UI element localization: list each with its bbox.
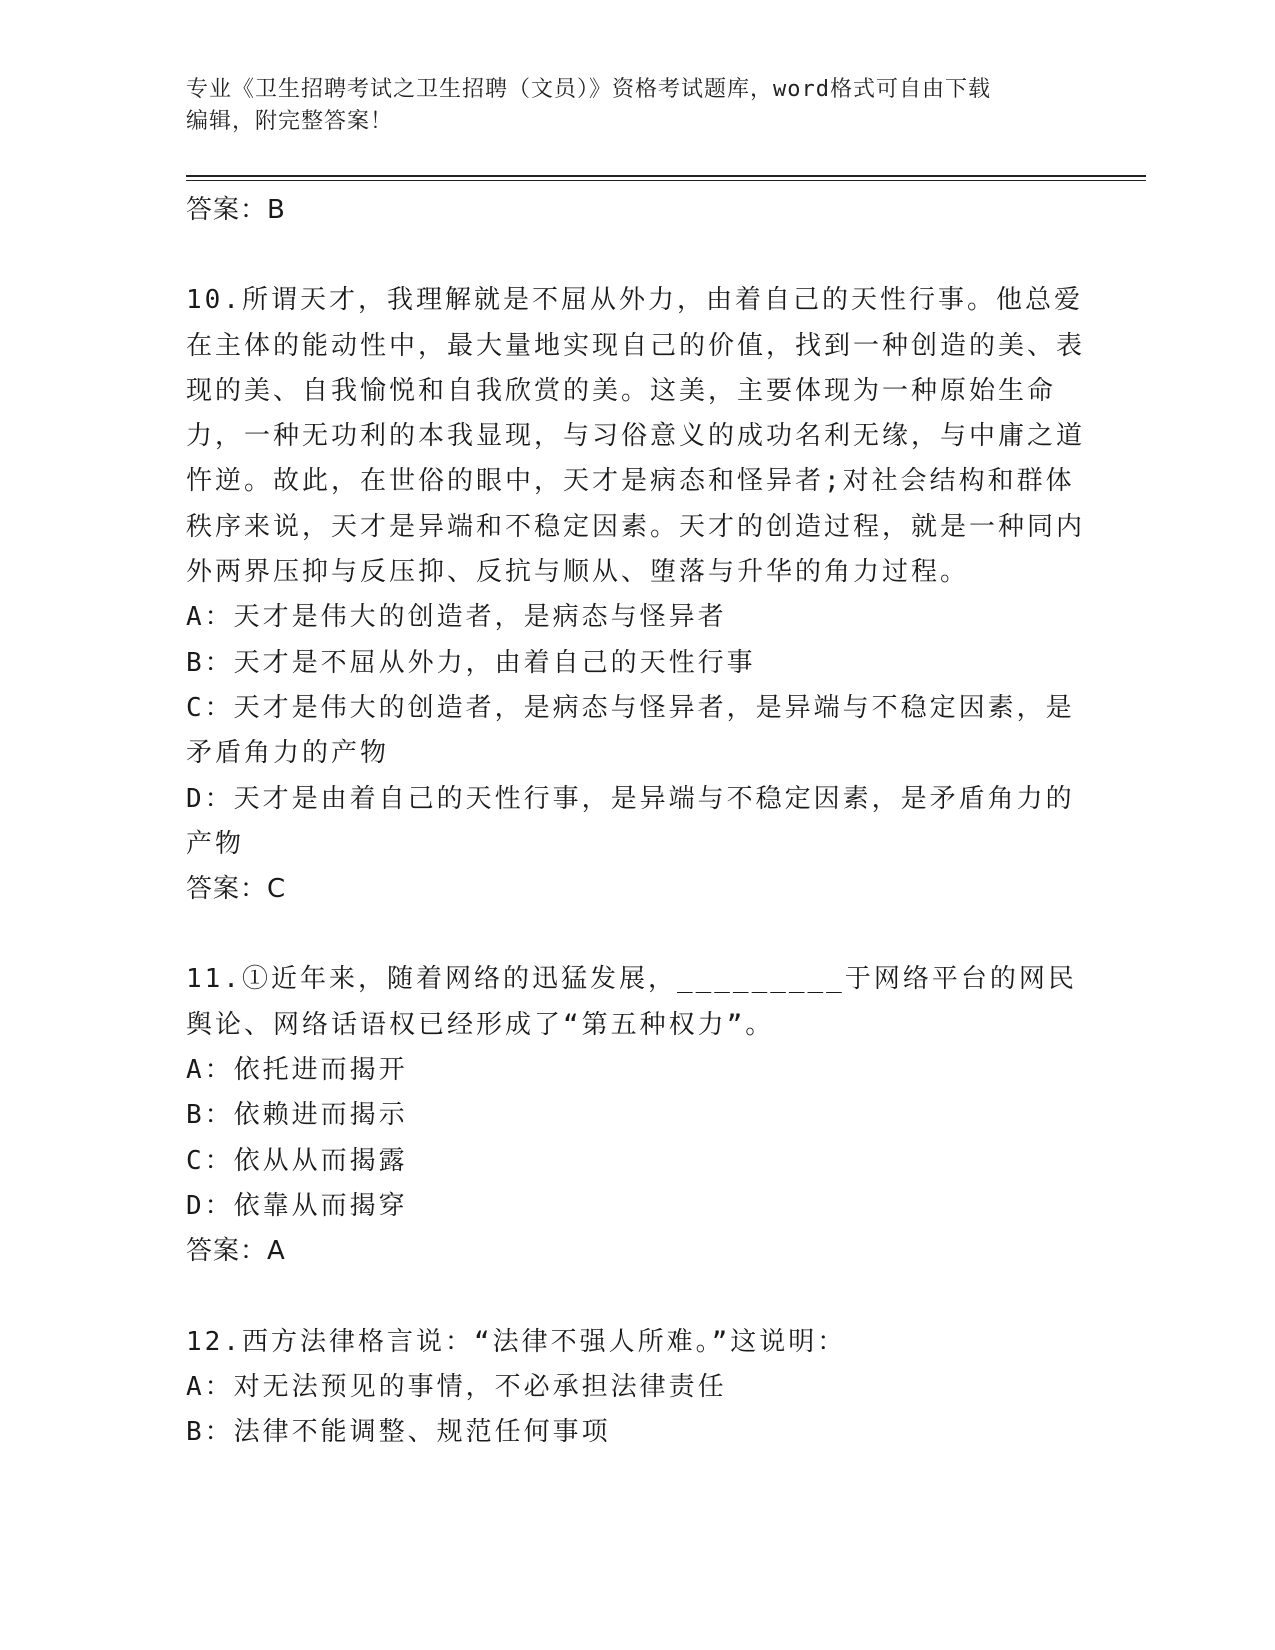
spacer xyxy=(186,1275,1086,1320)
question-stem: 12.西方法律格言说：“法律不强人所难。”这说明： xyxy=(186,1326,847,1357)
option-d: D：天才是由着自己的天性行事，是异端与不稳定因素，是矛盾角力的产物 xyxy=(186,783,1075,859)
question-10 xyxy=(186,278,1086,912)
spacer xyxy=(186,233,1086,278)
previous-answer: 答案：B xyxy=(186,195,286,225)
spacer xyxy=(186,912,1086,957)
question-11 xyxy=(186,957,1086,1274)
page-header xyxy=(186,74,1066,138)
header-line-2: 编辑，附完整答案！ xyxy=(186,109,394,134)
header-rule-thin xyxy=(186,180,1146,181)
option-a: A：天才是伟大的创造者，是病态与怪异者 xyxy=(186,602,727,633)
header-rule-thick xyxy=(186,175,1146,177)
option-b: B：依赖进而揭示 xyxy=(186,1100,408,1131)
question-stem: 10.所谓天才，我理解就是不屈从外力，由着自己的天性行事。他总爱在主体的能动性中，最大量地实现自己的价值，找到一种创造的美、表现的美、自我愉悦和自我欣赏的美。这美，主要体现为一种原始生命力，一种无功利的本我显现，与习俗意义的成功名利无缘，与中庸之道忤逆。故此，在世俗的眼中，天才是病态和怪异者;对社会结构和群体秩序来说，天才是异端和不稳定因素。天才的创造过程，就是一种同内外两界压抑与反压抑、反抗与顺从、堕落与升华的角力过程。 xyxy=(186,285,1086,588)
option-a: A：依托进而揭开 xyxy=(186,1055,408,1086)
question-answer: 答案：A xyxy=(186,1236,286,1267)
option-c: C：依从从而揭露 xyxy=(186,1145,408,1176)
question-stem: 11.①近年来，随着网络的迅猛发展，_________于网络平台的网民舆论、网络话语权已经形成了“第五种权力”。 xyxy=(186,964,1077,1040)
document-body xyxy=(186,188,1086,1455)
option-a: A：对无法预见的事情，不必承担法律责任 xyxy=(186,1371,727,1402)
option-b: B：天才是不屈从外力，由着自己的天性行事 xyxy=(186,647,756,678)
option-d: D：依靠从而揭穿 xyxy=(186,1190,408,1221)
header-line-1: 专业《卫生招聘考试之卫生招聘（文员）》资格考试题库，word格式可自由下载 xyxy=(186,77,991,102)
option-b: B：法律不能调整、规范任何事项 xyxy=(186,1417,611,1448)
question-12 xyxy=(186,1320,1086,1456)
option-c: C：天才是伟大的创造者，是病态与怪异者，是异端与不稳定因素，是矛盾角力的产物 xyxy=(186,692,1075,769)
question-answer: 答案：C xyxy=(186,874,287,905)
